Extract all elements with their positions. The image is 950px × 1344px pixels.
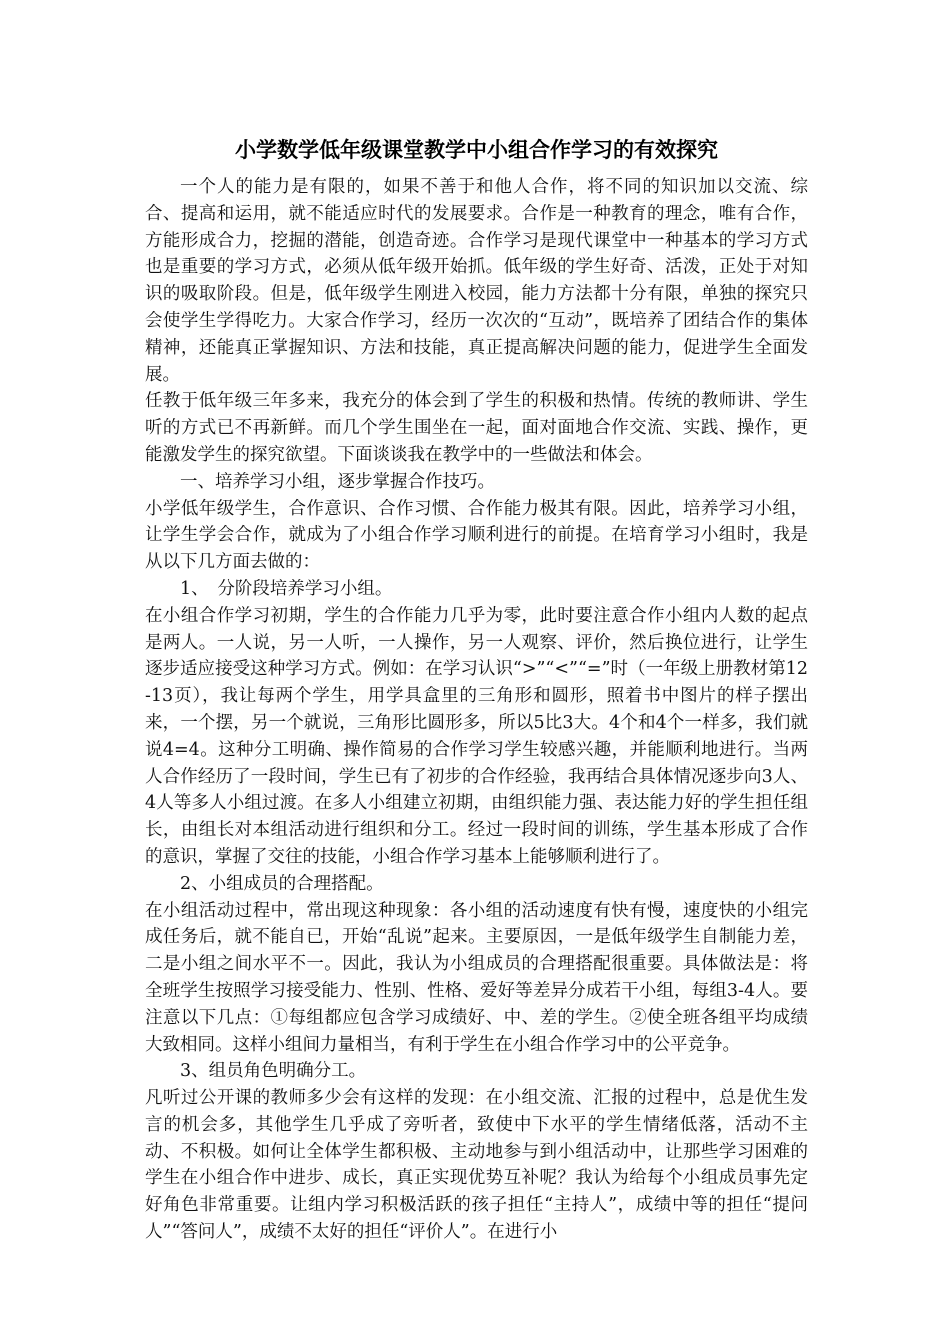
subheading-3: 3、组员角色明确分工。 bbox=[180, 1061, 367, 1082]
subheading-2: 2、小组成员的合理搭配。 bbox=[180, 873, 384, 894]
paragraph-intro: 一个人的能力是有限的，如果不善于和他人合作，将不同的知识加以交流、综合、提高和运用，就不能适应时代的发展要求。合作是一种教育的理念，唯有合作，方能形成合力，挖掘的潜能，创造奇迹。合作学习是现代课堂中一种基本的学习方式也是重要的学习方式，必须从低年级开始抓。低年级的学生好奇、活泼，正处于对知识的吸取阶段。但是，低年级学生刚进入校园，能力方法都十分有限，单独的探究只会使学生学得吃力。大家合作学习，经历一次次的“互动”，既培养了团结合作的集体精神，还能真正掌握知识、方法和技能，真正提高解决问题的能力，促进学生全面发展。 bbox=[145, 177, 808, 385]
paragraph-subsection-3: 凡听过公开课的教师多少会有这样的发现：在小组交流、汇报的过程中，总是优生发言的机会多，其他学生几乎成了旁听者，致使中下水平的学生情绪低落，活动不主动、不积极。如何让全体学生都积极、主动地参与到小组活动中，让那些学习困难的学生在小组合作中进步、成长，真正实现优势互补呢？我认为给每个小组成员事先定好角色非常重要。让组内学习积极活跃的孩子担任“主持人”，成绩中等的担任“提问人”“答问人”，成绩不太好的担任“评价人”。在进行小 bbox=[145, 1088, 808, 1243]
document-page bbox=[145, 128, 808, 1246]
section-heading-1: 一、培养学习小组，逐步掌握合作技巧。 bbox=[180, 471, 495, 492]
paragraph-experience: 任教于低年级三年多来，我充分的体会到了学生的积极和热情。传统的教师讲、学生听的方式已不再新鲜。而几个学生围坐在一起，面对面地合作交流、实践、操作，更能激发学生的探究欲望。下面谈谈我在教学中的一些做法和体会。 bbox=[145, 391, 808, 465]
paragraph-subsection-2: 在小组活动过程中，常出现这种现象：各小组的活动速度有快有慢，速度快的小组完成任务后，就不能自已，开始“乱说”起来。主要原因，一是低年级学生自制能力差，二是小组之间水平不一。因此，我认为小组成员的合理搭配很重要。具体做法是：将全班学生按照学习接受能力、性别、性格、爱好等差异分成若干小组，每组3-4人。要注意以下几点：①每组都应包含学习成绩好、中、差的学生。②使全班各组平均成绩大致相同。这样小组间力量相当，有利于学生在小组合作学习中的公平竞争。 bbox=[145, 900, 808, 1055]
subheading-1: 1、 分阶段培养学习小组。 bbox=[180, 578, 393, 599]
paragraph-subsection-1: 在小组合作学习初期，学生的合作能力几乎为零，此时要注意合作小组内人数的起点是两人。一人说，另一人听，一人操作，另一人观察、评价，然后换位进行，让学生逐步适应接受这种学习方式。例如：在学习认识“>”“<”“=”时（一年级上册教材第12-13页），我让每两个学生，用学具盒里的三角形和圆形，照着书中图片的样子摆出来，一个摆，另一个就说，三角形比圆形多，所以5比3大。4个和4个一样多，我们就说4=4。这种分工明确、操作简易的合作学习学生较感兴趣，并能顺利地进行。当两人合作经历了一段时间，学生已有了初步的合作经验，我再结合具体情况逐步向3人、4人等多人小组过渡。在多人小组建立初期，由组织能力强、表达能力好的学生担任组长，由组长对本组活动进行组织和分工。经过一段时间的训练，学生基本形成了合作的意识，掌握了交往的技能，小组合作学习基本上能够顺利进行了。 bbox=[145, 605, 808, 867]
paragraph-section-1-intro: 小学低年级学生，合作意识、合作习惯、合作能力极其有限。因此，培养学习小组，让学生学会合作，就成为了小组合作学习顺利进行的前提。在培育学习小组时，我是从以下几方面去做的： bbox=[145, 498, 808, 573]
document-title: 小学数学低年级课堂教学中小组合作学习的有效探究 bbox=[235, 138, 718, 162]
